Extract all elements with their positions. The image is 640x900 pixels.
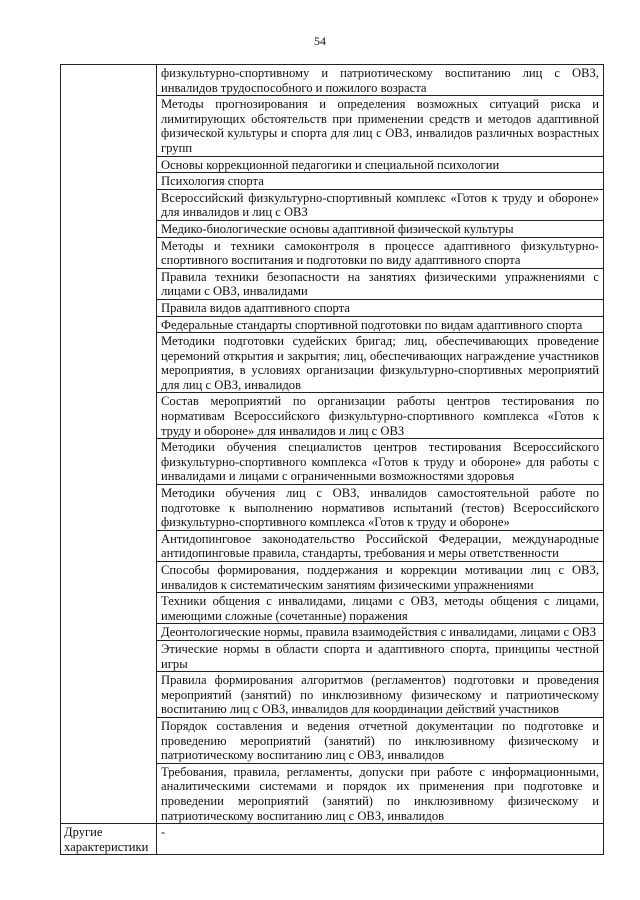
knowledge-item: Методы и техники самоконтроля в процессе адаптивного физкультурно-спортивного воспитания и подготовки по виду адаптивного спорта — [157, 237, 604, 268]
knowledge-item: Методы прогнозирования и определения возможных ситуаций риска и лимитирующих обстоятельств при применении средств и методов адаптивной физической культуры и спорта для лиц с ОВЗ, инвалидов различных возрастных групп — [157, 96, 604, 156]
knowledge-item: Правила формирования алгоритмов (регламентов) подготовки и проведения мероприятий (занятий) по инклюзивному физическому и патриотическому воспитанию лиц с ОВЗ, инвалидов для координации действий участников — [157, 672, 604, 718]
knowledge-item: Федеральные стандарты спортивной подготовки по видам адаптивного спорта — [157, 316, 604, 333]
knowledge-item: Методики обучения лиц с ОВЗ, инвалидов самостоятельной работе по подготовке к выполнению нормативов испытаний (тестов) Всероссийского физкультурно-спортивного комплекса «Готов к труду и обороне» — [157, 485, 604, 531]
knowledge-item: Порядок составления и ведения отчетной документации по подготовке и проведению мероприятий (занятий) по инклюзивному физическому и патриотическому воспитанию лиц с ОВЗ, инвалидов — [157, 717, 604, 763]
knowledge-item: Всероссийский физкультурно-спортивный комплекс «Готов к труду и обороне» для инвалидов и лиц с ОВЗ — [157, 189, 604, 220]
other-characteristics-label-line2: характеристики — [64, 839, 149, 854]
knowledge-item: Методики подготовки судейских бригад; лиц, обеспечивающих проведение церемоний открытия и закрытия; лиц, обеспечивающих награждение участников мероприятия, в условиях организации физкультурно-спортивных мероприятий для лиц с ОВЗ, инвалидов — [157, 333, 604, 393]
knowledge-item: Антидопинговое законодательство Российской Федерации, международные антидопинговые правила, стандарты, требования и меры ответственности — [157, 530, 604, 561]
knowledge-item: Методики обучения специалистов центров тестирования Всероссийского физкультурно-спортивного комплекса «Готов к труду и обороне» для работы с инвалидами и лицами с ограниченными возможностями здоровья — [157, 439, 604, 485]
left-empty-cell — [61, 65, 157, 824]
knowledge-table-body — [61, 65, 604, 855]
knowledge-item: Требования, правила, регламенты, допуски при работе с информационными, аналитическими системами и порядок их применения при подготовке и проведении мероприятий (занятий) по инклюзивному физическому и патриотическому воспитанию лиц с ОВЗ, инвалидов — [157, 763, 604, 823]
other-characteristics-label — [61, 824, 157, 855]
other-characteristics-value: - — [157, 824, 604, 855]
knowledge-item: Основы коррекционной педагогики и специальной психологии — [157, 156, 604, 173]
knowledge-item: Деонтологические нормы, правила взаимодействия с инвалидами, лицами с ОВЗ — [157, 624, 604, 641]
knowledge-item: Способы формирования, поддержания и коррекции мотивации лиц с ОВЗ, инвалидов к систематическим занятиям физическими упражнениями — [157, 562, 604, 593]
knowledge-item: Состав мероприятий по организации работы центров тестирования по нормативам Всероссийского физкультурно-спортивного комплекса «Готов к труду и обороне» для инвалидов и лиц с ОВЗ — [157, 393, 604, 439]
knowledge-item: Правила видов адаптивного спорта — [157, 299, 604, 316]
knowledge-item: физкультурно-спортивному и патриотическому воспитанию лиц с ОВЗ, инвалидов трудоспособного и пожилого возраста — [157, 65, 604, 96]
table-row — [61, 65, 604, 96]
knowledge-item: Правила техники безопасности на занятиях физическими упражнениями с лицами с ОВЗ, инвалидами — [157, 268, 604, 299]
other-characteristics-row — [61, 824, 604, 855]
page-number: 54 — [314, 34, 326, 48]
knowledge-item: Этические нормы в области спорта и адаптивного спорта, принципы честной игры — [157, 640, 604, 671]
other-characteristics-label-line1: Другие — [64, 825, 103, 840]
knowledge-table — [60, 64, 604, 855]
knowledge-item: Техники общения с инвалидами, лицами с ОВЗ, методы общения с лицами, имеющими сложные (сочетанные) поражения — [157, 593, 604, 624]
knowledge-item: Психология спорта — [157, 173, 604, 190]
knowledge-item: Медико-биологические основы адаптивной физической культуры — [157, 220, 604, 237]
